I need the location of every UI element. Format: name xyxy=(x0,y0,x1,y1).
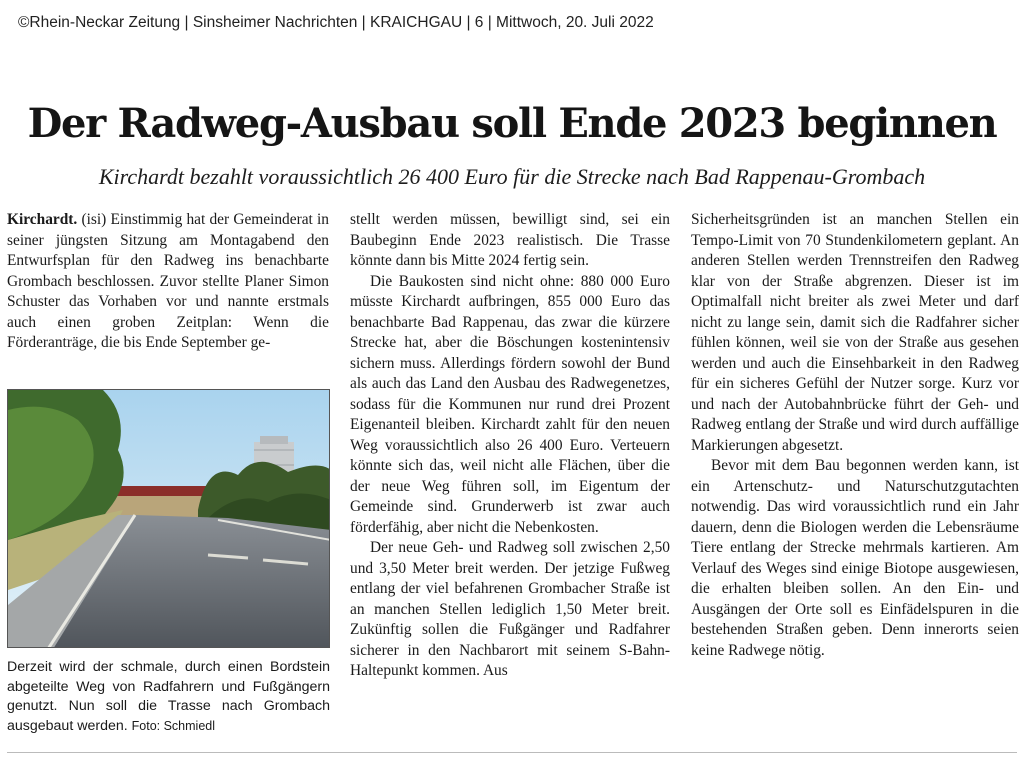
subheadline: Kirchardt bezahlt voraussichtlich 26 400 Euro für die Strecke nach Bad Rappenau-Grombach xyxy=(98,164,926,189)
article-column-2 xyxy=(350,210,670,682)
source-line: ©Rhein-Neckar Zeitung | Sinsheimer Nachrichten | KRAICHGAU | 6 | Mittwoch, 20. Juli 2022 xyxy=(18,14,654,31)
article-paragraph: Die Baukosten sind nicht ohne: 880 000 Euro müsste Kirchardt aufbringen, 855 000 Euro das benachbarte Bad Rappenau, das zwar die kürzere Strecke hat, aber die Böschungen kostenintensiv sichern muss. Allerdings fördern sowohl der Bund als auch das Land den Ausbau des Radwegenetzes, sodass für die Kommunen nur rund drei Prozent Eigenanteil bleiben. Kirchardt zahlt für den neuen Weg voraussichtlich also 26 400 Euro. Verteuern könnte sich das, weil nicht alle Flächen, über die der neue Weg führen soll, im Eigentum der Gemeinde sind. Grunderwerb ist zwar auch förderfähig, aber nicht die Nebenkosten. xyxy=(350,272,670,536)
paragraph-text: (isi) Einstimmig hat der Gemeinderat in seiner jüngsten Sitzung am Montagabend den Entwurfsplan für den Radweg ins benachbarte Grombach beschlossen. Zuvor stellte Planer Simon Schuster das Vorhaben vor und nannte erstmals auch einen groben Zeitplan: Wenn die Förderanträge, die bis Ende September ge- xyxy=(7,211,329,351)
dateline: Kirchardt. xyxy=(7,211,78,228)
caption-text: Derzeit wird der schmale, durch einen Bordstein abgeteilte Weg von Radfahrern und Fußgängern genutzt. Nun soll die Trasse nach Grombach ausgebaut werden. xyxy=(7,659,330,734)
article-column-1 xyxy=(7,210,329,354)
bottom-rule xyxy=(7,752,1017,753)
article-paragraph: Bevor mit dem Bau begonnen werden kann, ist ein Artenschutz- und Naturschutzgutachten notwendig. Das wird voraussichtlich rund ein Jahr dauern, denn die Biologen werden die Lebensräume Tiere entlang der Strecke mehrmals kartieren. Am Verlauf des Weges sind einige Biotope ausgewiesen, die erhalten bleiben sollen. An den Ein- und Ausgängen der Orte soll es Einfädelspuren in die bestehenden Straßen geben. Denn innerorts seien keine Radwege nötig. xyxy=(691,457,1019,659)
article-column-3 xyxy=(691,210,1019,661)
article-paragraph: Sicherheitsgründen ist an manchen Stellen ein Tempo-Limit von 70 Stundenkilometern geplant. An anderen Stellen werden Trennstreifen den Radweg klar von der Straße abgrenzen. Dieser ist im Optimalfall nicht breiter als zwei Meter und darf nicht zu lange sein, damit sich die Radfahrer sicher fühlen können, weil sie von der Straße aus gesehen werden und auch die Einsehbarkeit in den Radweg für ein sicheres Gefühl der Nutzer sorge. Kurz vor und nach der Autobahnbrücke führt der Geh- und Radweg entlang der Straße und wird durch auffällige Markierungen abgesetzt. xyxy=(691,211,1019,454)
article-paragraph xyxy=(7,210,329,354)
article-paragraph: Der neue Geh- und Radweg soll zwischen 2,50 und 3,50 Meter breit werden. Der jetzige Fußweg entlang der viel befahrenen Grombacher Straße ist an manchen Stellen lediglich 1,50 Meter breit. Zukünftig sollen die Fußgänger und Radfahrer sicherer in den Nachbarort mit seinem S-Bahn-Haltepunkt kommen. Aus xyxy=(350,539,670,679)
article-paragraph: stellt werden müssen, bewilligt sind, sei ein Baubeginn Ende 2023 realistisch. Die Trasse könnte dann bis Mitte 2024 fertig sein. xyxy=(350,211,670,269)
photo-credit: Foto: Schmiedl xyxy=(131,718,216,733)
photo-caption xyxy=(7,658,330,736)
headline: Der Radweg-Ausbau soll Ende 2023 beginnen xyxy=(27,100,997,147)
article-photo xyxy=(7,389,330,648)
